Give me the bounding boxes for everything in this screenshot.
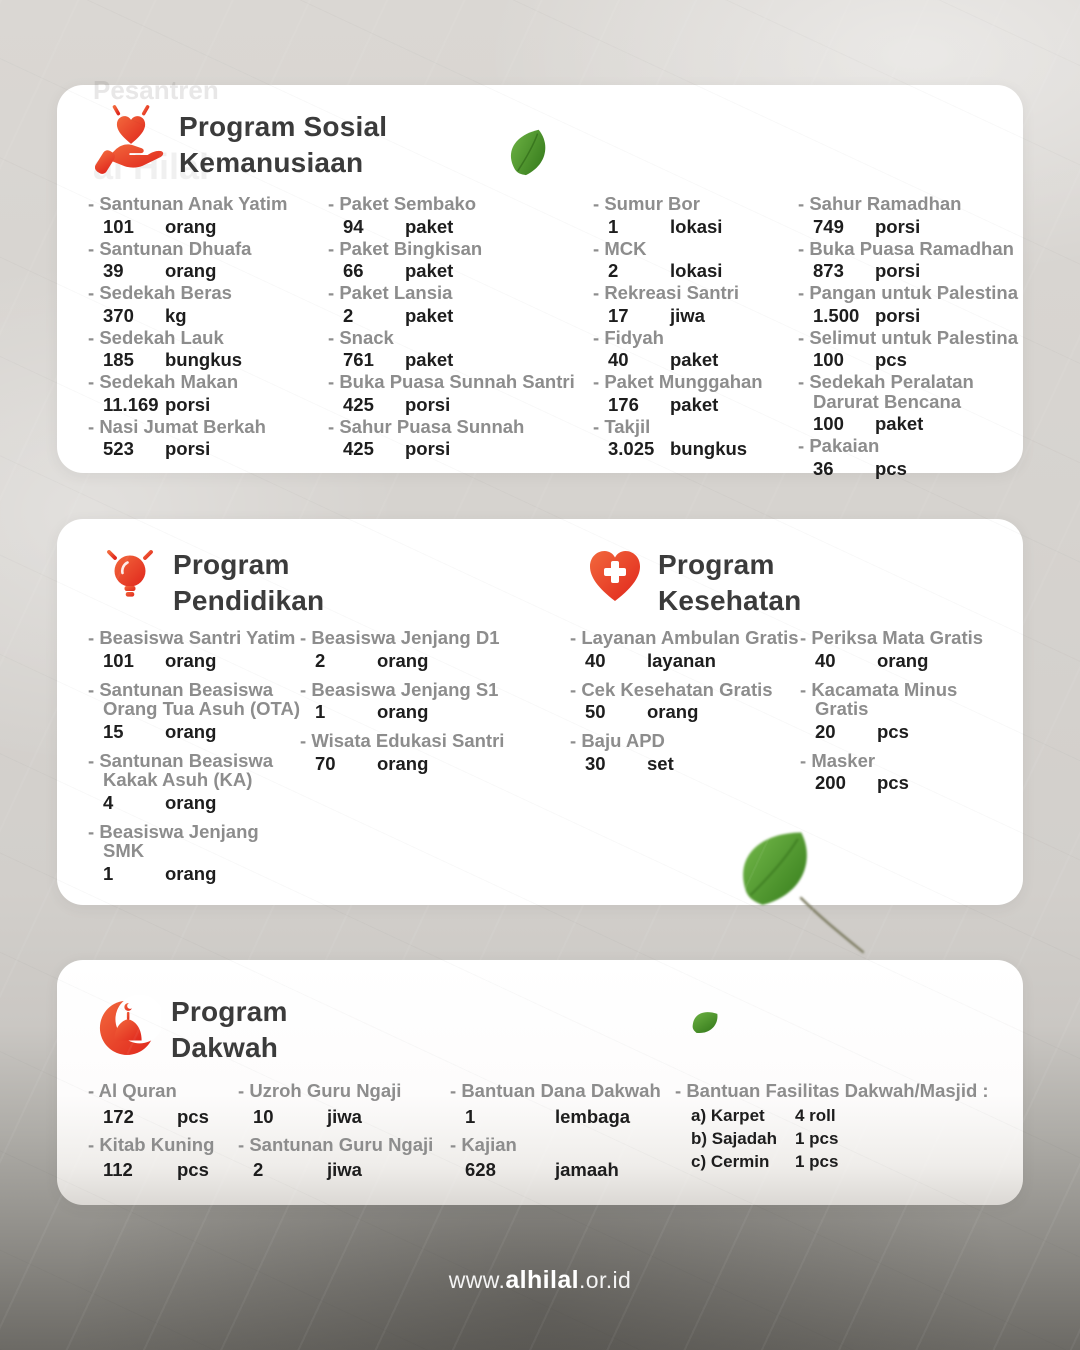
item-label: - Sedekah Makan [88, 372, 328, 392]
item-unit: kg [165, 304, 187, 326]
pendidikan-columns [88, 628, 540, 893]
item-label: - MCK [593, 239, 798, 259]
item-label: - Beasiswa Santri Yatim [88, 628, 300, 648]
item-value [800, 773, 1003, 792]
program-item [328, 283, 593, 325]
item-value [593, 306, 798, 325]
item-label: - Cek Kesehatan Gratis [570, 680, 800, 700]
item-number: 2 [253, 1159, 264, 1180]
item-unit: orang [377, 752, 429, 774]
item-value [88, 350, 328, 369]
item-unit: set [647, 752, 674, 774]
item-unit: lokasi [670, 260, 723, 281]
item-number: 185 [103, 349, 134, 370]
item-number: 10 [253, 1105, 274, 1127]
item-value [88, 793, 300, 812]
program-item [328, 328, 593, 370]
item-number: 176 [608, 393, 639, 415]
item-value [238, 1107, 450, 1126]
pendidikan-column-1 [88, 628, 300, 893]
item-value [800, 651, 1003, 670]
subitem-name: b) Sajadah [691, 1128, 777, 1148]
item-value [88, 864, 300, 883]
item-unit: layanan [647, 649, 716, 671]
program-item [570, 680, 800, 722]
item-label: - Periksa Mata Gratis [800, 628, 1003, 648]
item-label: - Fidyah [593, 328, 798, 348]
sosial-title-line2: Kemanusiaan [179, 147, 364, 178]
card-program-sosial [57, 75, 1023, 479]
item-label: - Sumur Bor [593, 194, 798, 214]
item-value [800, 722, 1003, 741]
program-item [328, 194, 593, 236]
dakwah-title-line2: Dakwah [171, 1032, 279, 1063]
pendidikan-title-line2: Pendidikan [173, 585, 325, 616]
item-number: 40 [815, 649, 836, 671]
item-value [798, 459, 1023, 478]
item-unit: porsi [875, 304, 921, 326]
program-item [88, 680, 300, 741]
watermark-line2: al Hilal [93, 146, 210, 187]
dakwah-columns [88, 1081, 998, 1188]
lightbulb-icon [97, 543, 163, 614]
item-unit: bungkus [670, 438, 748, 459]
program-item [88, 328, 328, 370]
item-number: 1 [465, 1105, 476, 1127]
fasilitas-label: - Bantuan Fasilitas Dakwah/Masjid : [675, 1081, 998, 1101]
item-number: 749 [813, 215, 844, 237]
dakwah-column-1 [88, 1081, 238, 1188]
item-label: - Kitab Kuning [88, 1135, 238, 1155]
program-item [593, 194, 798, 236]
item-number: 40 [608, 349, 629, 370]
item-number: 30 [585, 752, 606, 774]
item-label: - Layanan Ambulan Gratis [570, 628, 800, 648]
item-number: 873 [813, 260, 844, 281]
item-unit: jiwa [670, 304, 705, 326]
item-unit: pcs [875, 457, 907, 479]
fasilitas-subitem [691, 1104, 998, 1127]
pendidikan-title-line1: Program [173, 549, 290, 580]
item-label: - Sedekah Beras [88, 283, 328, 303]
item-value [798, 306, 1023, 325]
heart-cross-icon [582, 543, 648, 614]
item-unit: lembaga [555, 1105, 631, 1127]
item-unit: pcs [877, 772, 909, 793]
item-unit: paket [405, 304, 454, 326]
item-unit: paket [405, 260, 454, 281]
subitem-quantity: 1 pcs [795, 1151, 839, 1171]
kesehatan-title-line2: Kesehatan [658, 585, 802, 616]
item-label: - Selimut untuk Palestina [798, 328, 1023, 348]
item-number: 17 [608, 304, 629, 326]
item-unit: orang [377, 649, 429, 671]
item-value [88, 1107, 238, 1126]
crescent-mosque-icon [97, 988, 161, 1063]
item-value [328, 306, 593, 325]
fasilitas-subitem [691, 1127, 998, 1150]
item-number: 172 [103, 1105, 134, 1127]
item-value [328, 261, 593, 280]
item-unit: jiwa [327, 1159, 362, 1180]
program-item [450, 1135, 675, 1180]
item-value [570, 702, 800, 721]
program-item [798, 239, 1023, 281]
item-value [798, 350, 1023, 369]
item-value [450, 1160, 675, 1179]
item-label: - Masker [800, 751, 1003, 771]
item-unit: porsi [165, 393, 211, 415]
item-number: 50 [585, 701, 606, 722]
dakwah-title [171, 994, 288, 1066]
item-number: 1 [608, 215, 619, 237]
item-value [88, 217, 328, 236]
item-value [593, 350, 798, 369]
item-value [88, 306, 328, 325]
item-label: - Bantuan Dana Dakwah [450, 1081, 675, 1101]
item-value [593, 217, 798, 236]
item-number: 39 [103, 260, 124, 281]
item-number: 11.169 [103, 393, 159, 415]
item-value [88, 261, 328, 280]
item-value [88, 395, 328, 414]
item-number: 2 [608, 260, 619, 281]
program-item [88, 372, 328, 414]
item-number: 1 [315, 701, 326, 722]
program-item [800, 628, 1003, 670]
sosial-header [95, 101, 387, 181]
card-pendidikan-kesehatan [57, 519, 1023, 905]
item-label: - Buka Puasa Ramadhan [798, 239, 1023, 259]
item-value [328, 350, 593, 369]
item-label: - Rekreasi Santri [593, 283, 798, 303]
program-item [300, 731, 540, 773]
item-value [238, 1160, 450, 1179]
item-value [798, 217, 1023, 236]
item-label: - Paket Sembako [328, 194, 593, 214]
item-number: 628 [465, 1159, 496, 1180]
program-item [593, 283, 798, 325]
item-value [593, 261, 798, 280]
sosial-column-2 [328, 194, 593, 481]
item-number: 100 [813, 413, 844, 434]
program-item [798, 194, 1023, 236]
item-label: - Uzroh Guru Ngaji [238, 1081, 450, 1101]
item-label: - Santunan Anak Yatim [88, 194, 328, 214]
kesehatan-column-2 [800, 628, 1003, 802]
item-unit: orang [647, 701, 699, 722]
sosial-title-line1: Program Sosial [179, 111, 388, 142]
item-value [88, 722, 300, 741]
sosial-column-1 [88, 194, 328, 481]
kesehatan-title [658, 547, 801, 619]
program-item [593, 239, 798, 281]
item-label: - Beasiswa Jenjang S1 [300, 680, 540, 700]
program-item [798, 283, 1023, 325]
subitem-name: a) Karpet [691, 1105, 765, 1125]
dakwah-column-2 [238, 1081, 450, 1188]
item-unit: pcs [177, 1105, 209, 1127]
item-label: - Kajian [450, 1135, 675, 1155]
subitem-quantity: 4 roll [795, 1105, 836, 1125]
item-number: 370 [103, 304, 134, 326]
pendidikan-column-2 [300, 628, 540, 893]
item-number: 2 [315, 649, 326, 671]
subitem-name: c) Cermin [691, 1151, 770, 1171]
item-unit: orang [165, 862, 217, 884]
item-unit: porsi [405, 438, 451, 459]
program-item [300, 680, 540, 722]
program-item [88, 239, 328, 281]
item-label: - Beasiswa Jenjang D1 [300, 628, 540, 648]
pendidikan-header [97, 543, 324, 619]
item-label: - Sahur Puasa Sunnah [328, 417, 593, 437]
item-number: 523 [103, 438, 134, 459]
kesehatan-title-line1: Program [658, 549, 775, 580]
item-number: 1 [103, 862, 114, 884]
item-number: 425 [343, 393, 374, 415]
item-number: 2 [343, 304, 354, 326]
item-number: 94 [343, 215, 364, 237]
item-value [798, 414, 1023, 433]
sosial-column-3 [593, 194, 798, 481]
program-item [238, 1135, 450, 1180]
dakwah-column-4 [675, 1081, 998, 1188]
item-label: - Pangan untuk Palestina [798, 283, 1023, 303]
program-item [570, 628, 800, 670]
item-label: - Al Quran [88, 1081, 238, 1101]
footer-brand: alhilal [505, 1266, 579, 1294]
item-unit: porsi [875, 260, 921, 281]
item-label: - Takjil [593, 417, 798, 437]
kesehatan-header [582, 543, 801, 619]
item-label: - Sahur Ramadhan [798, 194, 1023, 214]
watermark-line1: Pesantren [93, 75, 219, 105]
item-unit: porsi [165, 438, 211, 459]
item-number: 1.500 [813, 304, 860, 326]
subitem-quantity: 1 pcs [795, 1128, 839, 1148]
item-number: 3.025 [608, 438, 655, 459]
item-label: - Paket Bingkisan [328, 239, 593, 259]
item-number: 15 [103, 720, 124, 742]
hand-heart-icon [95, 101, 169, 180]
program-item [88, 1135, 238, 1180]
item-number: 40 [585, 649, 606, 671]
item-number: 70 [315, 752, 336, 774]
item-number: 101 [103, 649, 134, 671]
item-label: - Kacamata Minus Gratis [800, 680, 1003, 719]
dakwah-title-line1: Program [171, 996, 288, 1027]
fasilitas-sublist [675, 1104, 998, 1173]
program-item [798, 372, 1023, 433]
dakwah-header [97, 988, 288, 1066]
item-number: 100 [813, 349, 844, 370]
item-value [88, 439, 328, 458]
kesehatan-column-1 [570, 628, 800, 802]
item-unit: pcs [877, 720, 909, 742]
fasilitas-subitem [691, 1150, 998, 1173]
program-item [800, 751, 1003, 793]
program-item [593, 372, 798, 414]
item-number: 36 [813, 457, 834, 479]
item-label: - Santunan Dhuafa [88, 239, 328, 259]
card-program-dakwah [57, 960, 1023, 1205]
item-label: - Baju APD [570, 731, 800, 751]
item-unit: paket [405, 215, 454, 237]
item-value [593, 439, 798, 458]
item-label: - Nasi Jumat Berkah [88, 417, 328, 437]
item-unit: orang [165, 791, 217, 813]
item-label: - Santunan Beasiswa Orang Tua Asuh (OTA) [88, 680, 300, 719]
item-number: 425 [343, 438, 374, 459]
item-label: - Sedekah Peralatan Darurat Bencana [798, 372, 1023, 411]
item-unit: pcs [875, 349, 907, 370]
item-unit: orang [877, 649, 929, 671]
item-label: - Santunan Beasiswa Kakak Asuh (KA) [88, 751, 300, 790]
item-label: - Sedekah Lauk [88, 328, 328, 348]
program-item [88, 628, 300, 670]
footer-www: www. [448, 1267, 506, 1293]
program-item [570, 731, 800, 773]
item-unit: paket [875, 413, 924, 434]
sosial-columns [88, 194, 1023, 481]
item-unit: paket [405, 349, 454, 370]
item-unit: pcs [177, 1159, 209, 1180]
item-number: 112 [103, 1159, 133, 1180]
program-item [328, 239, 593, 281]
program-item [88, 1081, 238, 1126]
item-value [328, 439, 593, 458]
item-value [593, 395, 798, 414]
item-unit: orang [165, 215, 217, 237]
program-item [88, 822, 300, 883]
item-label: - Wisata Edukasi Santri [300, 731, 540, 751]
program-item [88, 283, 328, 325]
item-unit: bungkus [165, 349, 243, 370]
item-unit: orang [165, 649, 217, 671]
program-item [593, 328, 798, 370]
sosial-column-4 [798, 194, 1023, 481]
program-item [300, 628, 540, 670]
program-item [328, 417, 593, 459]
program-item [798, 436, 1023, 478]
item-value [300, 651, 540, 670]
item-number: 66 [343, 260, 364, 281]
item-label: - Beasiswa Jenjang SMK [88, 822, 300, 861]
item-unit: paket [670, 393, 719, 415]
item-value [300, 702, 540, 721]
program-item [450, 1081, 675, 1126]
item-unit: jamaah [555, 1159, 619, 1180]
item-unit: paket [670, 349, 719, 370]
item-unit: orang [165, 260, 217, 281]
item-unit: orang [377, 701, 429, 722]
item-unit: lokasi [670, 215, 723, 237]
item-number: 20 [815, 720, 836, 742]
program-item [328, 372, 593, 414]
item-number: 761 [343, 349, 374, 370]
item-value [570, 754, 800, 773]
footer-website [0, 1266, 1080, 1295]
sosial-title [179, 109, 387, 181]
item-unit: orang [165, 720, 217, 742]
item-value [328, 217, 593, 236]
item-label: - Pakaian [798, 436, 1023, 456]
program-item [88, 751, 300, 812]
item-unit: porsi [875, 215, 921, 237]
pendidikan-title [173, 547, 324, 619]
dakwah-column-3 [450, 1081, 675, 1188]
item-value [328, 395, 593, 414]
item-unit: jiwa [327, 1105, 362, 1127]
program-item [88, 417, 328, 459]
item-value [300, 754, 540, 773]
item-value [450, 1107, 675, 1126]
item-value [570, 651, 800, 670]
item-label: - Santunan Guru Ngaji [238, 1135, 450, 1155]
item-label: - Buka Puasa Sunnah Santri [328, 372, 593, 392]
program-item [798, 328, 1023, 370]
item-number: 4 [103, 791, 114, 813]
item-unit: porsi [405, 393, 451, 415]
item-label: - Snack [328, 328, 593, 348]
item-number: 200 [815, 772, 846, 793]
item-value [88, 651, 300, 670]
item-label: - Paket Lansia [328, 283, 593, 303]
program-item [238, 1081, 450, 1126]
program-item [88, 194, 328, 236]
program-item [800, 680, 1003, 741]
item-label: - Paket Munggahan [593, 372, 798, 392]
kesehatan-columns [570, 628, 1003, 802]
program-item [593, 417, 798, 459]
footer-tld: .or.id [578, 1267, 632, 1293]
item-value [88, 1160, 238, 1179]
item-value [798, 261, 1023, 280]
item-number: 101 [103, 215, 134, 237]
